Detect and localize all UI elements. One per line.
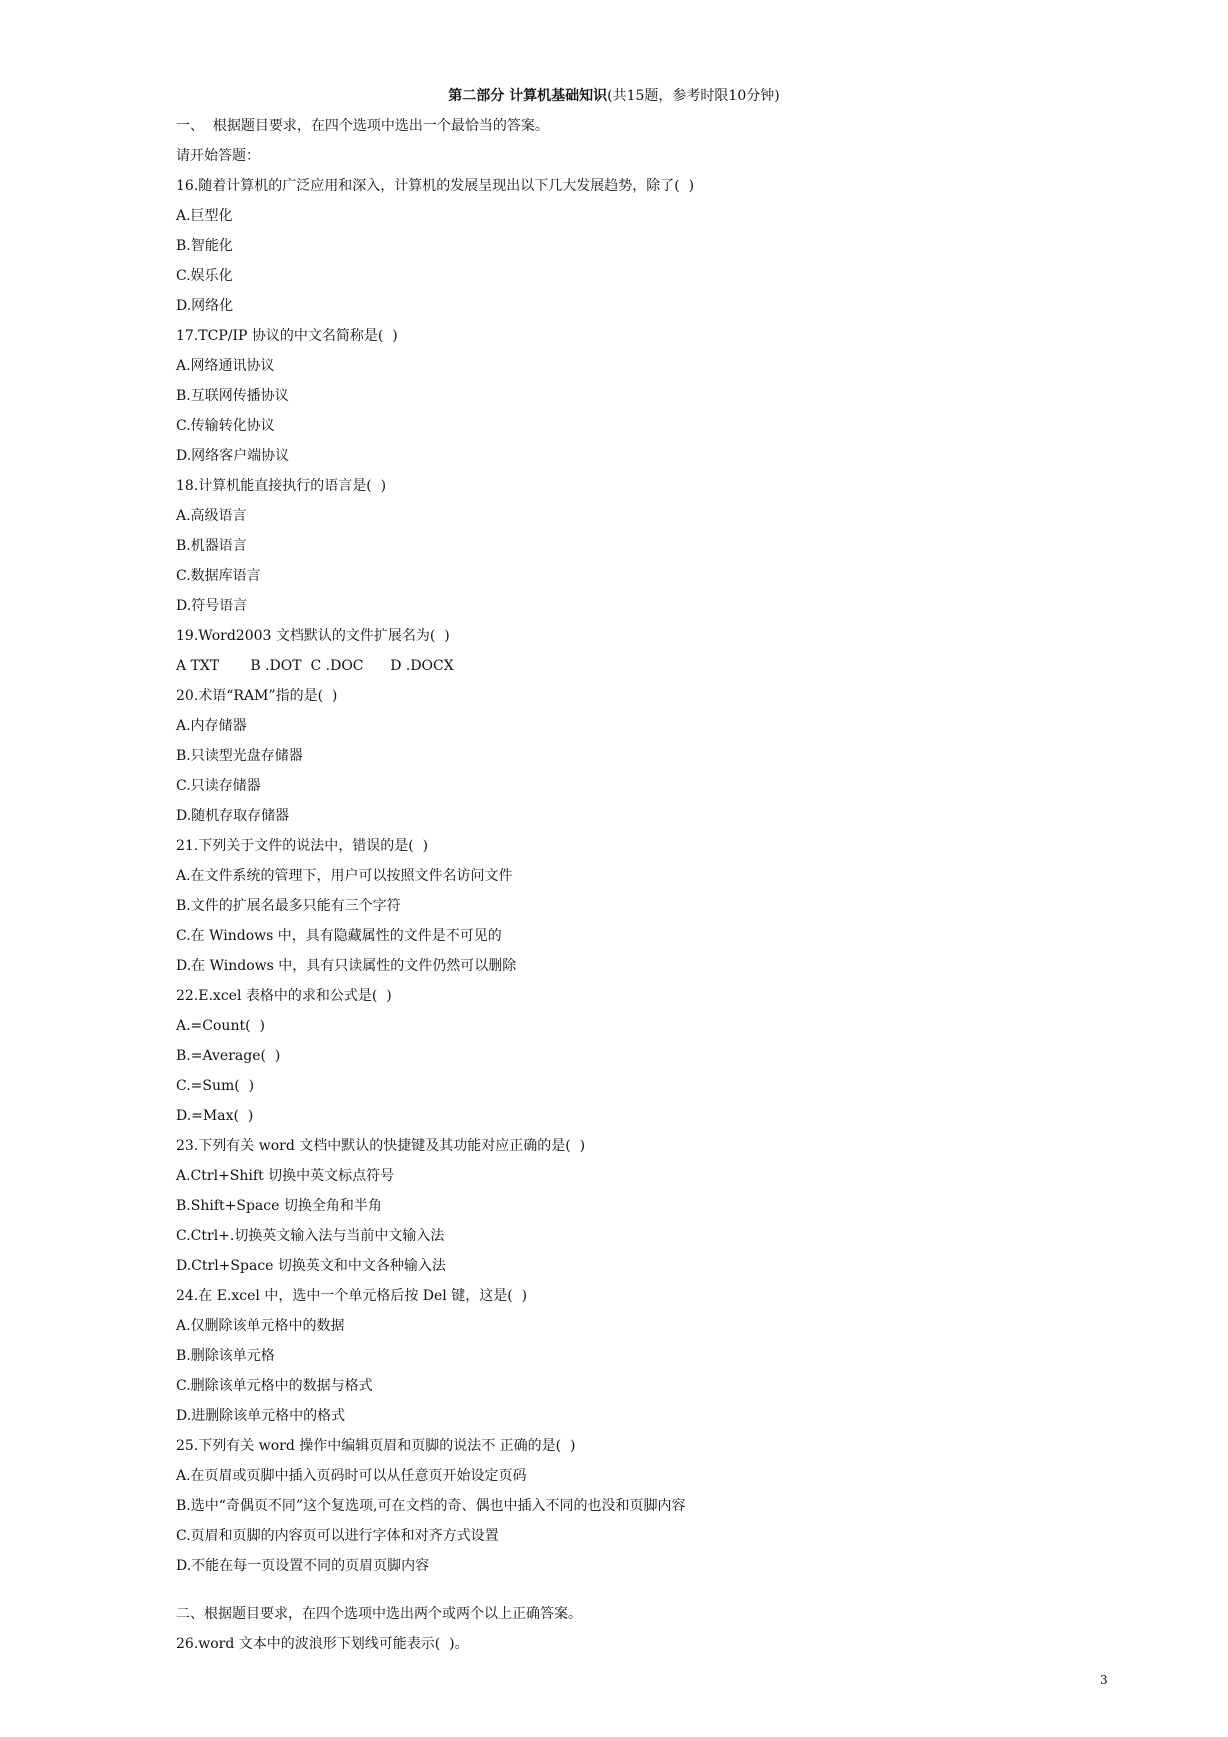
question-20: 20.术语“RAM”指的是( ) [176, 688, 338, 704]
start-prompt: 请开始答题： [176, 148, 260, 164]
q24-option-c: C.删除该单元格中的数据与格式 [176, 1378, 373, 1394]
q16-option-d: D.网络化 [176, 298, 234, 314]
q22-option-b: B.=Average( ) [176, 1048, 281, 1064]
question-19: 19.Word2003 文档默认的文件扩展名为( ) [176, 628, 450, 644]
q18-option-d: D.符号语言 [176, 598, 248, 614]
question-24: 24.在 E.xcel 中，选中一个单元格后按 Del 键，这是( ) [176, 1288, 528, 1304]
q17-option-d: D.网络客户端协议 [176, 448, 290, 464]
question-21: 21.下列关于文件的说法中，错误的是( ) [176, 838, 429, 854]
q22-option-d: D.=Max( ) [176, 1108, 254, 1124]
q24-option-a: A.仅删除该单元格中的数据 [176, 1318, 345, 1334]
section-gap [176, 1586, 1076, 1604]
question-list [176, 116, 1076, 1664]
title-bold: 第二部分 计算机基础知识 [448, 88, 608, 104]
q24-option-b: B.删除该单元格 [176, 1348, 275, 1364]
question-18: 18.计算机能直接执行的语言是( ) [176, 478, 387, 494]
q22-option-c: C.=Sum( ) [176, 1078, 255, 1094]
q18-option-b: B.机器语言 [176, 538, 247, 554]
q19-options: A TXT B .DOT C .DOC D .DOCX [176, 658, 454, 674]
q22-option-a: A.=Count( ) [176, 1018, 265, 1034]
q25-option-b: B.选中“奇偶页不同”这个复选项,可在文档的奇、偶也中插入不同的也没和页脚内容 [176, 1498, 686, 1514]
q23-option-a: A.Ctrl+Shift 切换中英文标点符号 [176, 1168, 395, 1184]
q23-option-b: B.Shift+Space 切换全角和半角 [176, 1198, 382, 1214]
section2-instruction: 二、根据题目要求，在四个选项中选出两个或两个以上正确答案。 [176, 1606, 582, 1622]
page-number: 3 [1100, 1673, 1108, 1687]
q23-option-c: C.Ctrl+.切换英文输入法与当前中文输入法 [176, 1228, 445, 1244]
q16-option-b: B.智能化 [176, 238, 233, 254]
q20-option-a: A.内存储器 [176, 718, 247, 734]
question-23: 23.下列有关 word 文档中默认的快捷键及其功能对应正确的是( ) [176, 1138, 586, 1154]
q20-option-d: D.随机存取存储器 [176, 808, 290, 824]
question-16: 16.随着计算机的广泛应用和深入，计算机的发展呈现出以下几大发展趋势，除了( ) [176, 178, 695, 194]
q20-option-c: C.只读存储器 [176, 778, 261, 794]
q16-option-a: A.巨型化 [176, 208, 233, 224]
title-note: (共15题，参考时限10分钟) [607, 88, 780, 104]
q25-option-d: D.不能在每一页设置不同的页眉页脚内容 [176, 1558, 430, 1574]
question-26: 26.word 文本中的波浪形下划线可能表示( )。 [176, 1636, 469, 1652]
q20-option-b: B.只读型光盘存储器 [176, 748, 303, 764]
q17-option-b: B.互联网传播协议 [176, 388, 289, 404]
q24-option-d: D.进删除该单元格中的格式 [176, 1408, 346, 1424]
q17-option-a: A.网络通讯协议 [176, 358, 275, 374]
q18-option-c: C.数据库语言 [176, 568, 261, 584]
q21-option-d: D.在 Windows 中，具有只读属性的文件仍然可以删除 [176, 958, 517, 974]
question-22: 22.E.xcel 表格中的求和公式是( ) [176, 988, 392, 1004]
q17-option-c: C.传输转化协议 [176, 418, 275, 434]
q25-option-a: A.在页眉或页脚中插入页码时可以从任意页开始设定页码 [176, 1468, 527, 1484]
q21-option-b: B.文件的扩展名最多只能有三个字符 [176, 898, 401, 914]
q16-option-c: C.娱乐化 [176, 268, 233, 284]
section1-instruction: 一、 根据题目要求，在四个选项中选出一个最恰当的答案。 [176, 118, 549, 134]
page-title [0, 86, 1228, 106]
q25-option-c: C.页眉和页脚的内容页可以进行字体和对齐方式设置 [176, 1528, 499, 1544]
q21-option-c: C.在 Windows 中，具有隐藏属性的文件是不可见的 [176, 928, 502, 944]
question-17: 17.TCP/IP 协议的中文名简称是( ) [176, 328, 398, 344]
q23-option-d: D.Ctrl+Space 切换英文和中文各种输入法 [176, 1258, 446, 1274]
q21-option-a: A.在文件系统的管理下，用户可以按照文件名访问文件 [176, 868, 513, 884]
q18-option-a: A.高级语言 [176, 508, 247, 524]
question-25: 25.下列有关 word 操作中编辑页眉和页脚的说法不 正确的是( ) [176, 1438, 576, 1454]
